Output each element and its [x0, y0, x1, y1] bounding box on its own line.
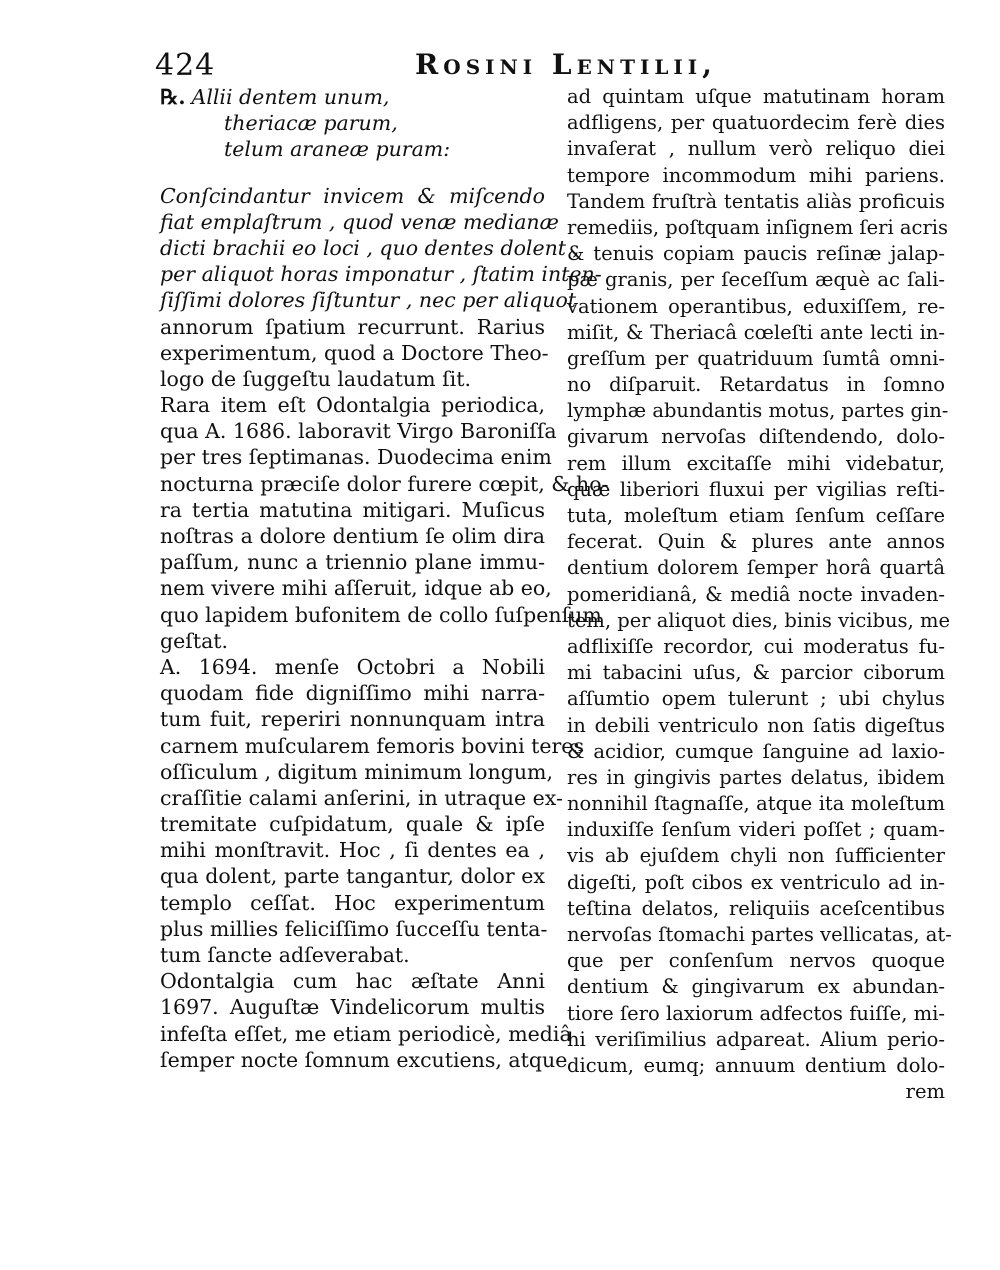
text-line: plus millies feliciſſimo ſucceſſu tenta- [160, 916, 548, 941]
text-line: logo de ſuggeſtu laudatum ſit. [160, 366, 471, 391]
text-line: adfligens, per quatuordecim ferè dies [567, 111, 945, 135]
text-line: templo ceſſat. Hoc experimentum [160, 890, 545, 915]
text-line: A. 1694. menſe Octobri a Nobili [160, 654, 545, 679]
text-line: greſſum per quatriduum ſumtâ omni- [567, 346, 945, 370]
text-line: dentium dolorem ſemper horâ quartâ [567, 556, 945, 580]
recipe-line: telum araneæ puram: [224, 137, 451, 162]
recipe-line: ℞. Allii dentem unum, [160, 85, 390, 109]
running-head: Rosini Lentilii, [415, 48, 717, 81]
text-line: 1697. Auguſtæ Vindelicorum multis [160, 995, 545, 1020]
left-text-block [160, 183, 609, 1073]
text-line: tuta, moleſtum etiam ſenſum ceſſare [567, 504, 945, 527]
text-line: pomeridianâ, & mediâ nocte invaden- [567, 582, 945, 606]
text-line: lymphæ abundantis motus, partes gin- [567, 399, 949, 423]
text-line: induxiſſe ſenſum videri poſſet ; quam- [567, 818, 945, 842]
text-line: nem vivere mihi aſſeruit, idque ab eo, [160, 576, 552, 601]
text-line: ra tertia matutina mitigari. Muſicus [160, 497, 545, 522]
text-line: tremitate cuſpidatum, quale & ipſe [160, 812, 545, 837]
catchword: rem [905, 1080, 945, 1104]
text-line: tempore incommodum mihi pariens. [567, 163, 945, 187]
text-line: tum fuit, reperiri nonnunquam intra [160, 707, 545, 732]
recipe-line: theriacæ parum, [224, 111, 398, 136]
text-line: oſſiculum , digitum minimum longum, [160, 759, 553, 784]
text-line: in debili ventriculo non ſatis digeſtus [567, 713, 945, 737]
text-line: nervoſas ſtomachi partes vellicatas, at- [567, 923, 952, 946]
page-number: 424 [155, 48, 216, 83]
text-line: infeſta eſſet, me etiam periodicè, mediâ [160, 1021, 572, 1046]
text-line: dentium & gingivarum ex abundan- [567, 975, 945, 999]
text-line: carnem muſcularem femoris bovini teres [160, 733, 584, 758]
text-line: adflixiſſe recordor, cui moderatus fu- [567, 634, 945, 658]
text-line: dicti brachii eo loci , quo dentes dolent , [160, 235, 580, 260]
right-column [567, 84, 952, 1105]
text-line: qua A. 1686. laboravit Virgo Baroniſſa [160, 419, 557, 444]
right-text-block [567, 84, 952, 1079]
text-line: digeſti, poſt cibos ex ventriculo ad in- [567, 870, 945, 894]
text-line: tum ſancte adſeverabat. [160, 943, 410, 967]
text-line: quodam fide digniſſimo mihi narra- [160, 681, 545, 706]
text-line: teſtina delatos, reliquiis aceſcentibus [567, 896, 945, 920]
text-line: mihi monſtravit. Hoc , ſi dentes ea , [160, 838, 545, 863]
text-line: nonnihil ſtagnaſſe, atque ita moleſtum [567, 792, 945, 816]
text-line: vationem operantibus, eduxiſſem, re- [567, 294, 945, 318]
text-line: per aliquot horas imponatur , ſtatim inten- [160, 262, 602, 287]
text-line: givarum nervoſas diſtendendo, dolo- [567, 425, 945, 449]
text-line: & acidior, cumque ſanguine ad laxio- [567, 739, 945, 763]
text-line: hi veriſimilius adpareat. Alium perio- [567, 1027, 945, 1051]
text-line: quo lapidem bufonitem de collo ſuſpenſum [160, 602, 602, 627]
rx-symbol: ℞. [160, 85, 186, 109]
text-line: ad quintam uſque matutinam horam [567, 85, 945, 108]
text-line: miſit, & Theriacâ cœleſti ante lecti in- [567, 320, 945, 344]
text-line: geſtat. [160, 628, 229, 653]
text-line: mi tabacini uſus, & parcior ciborum [567, 661, 945, 685]
text-line: ſemper nocte ſomnum excutiens, atque [160, 1047, 568, 1072]
text-line: aſſumtio opem tulerunt ; ubi chylus [567, 687, 945, 711]
text-line: experimentum, quod a Doctore Theo- [160, 340, 549, 365]
text-line: Tandem fruſtrà tentatis aliàs proficuis [567, 189, 945, 213]
text-line: nocturna præciſe dolor furere cœpit, & ho- [160, 471, 609, 496]
left-column [160, 84, 609, 1073]
text-line: no diſparuit. Retardatus in ſomno [567, 373, 945, 397]
text-line: & tenuis copiam paucis reſinæ jalap- [567, 242, 945, 266]
text-line: quæ liberiori fluxui per vigilias reſti- [567, 477, 945, 501]
text-line: Rara item eſt Odontalgia periodica, [160, 393, 545, 418]
text-line: rem illum excitaſſe mihi videbatur, [567, 451, 945, 475]
text-line: annorum ſpatium recurrunt. Rarius [160, 314, 545, 339]
text-line: Odontalgia cum hac æſtate Anni [160, 969, 545, 994]
text-line: per tres ſeptimanas. Duodecima enim [160, 445, 552, 470]
text-line: que per conſenſum nervos quoque [567, 949, 945, 973]
text-line: qua dolent, parte tangantur, dolor ex [160, 864, 545, 889]
text-line: pæ granis, per ſeceſſum æquè ac ſali- [567, 268, 945, 292]
text-line: vis ab ejuſdem chyli non ſufficienter [567, 844, 945, 868]
text-line: remediis, poſtquam inſignem ſeri acris [567, 215, 949, 239]
text-line: ſiſſimi dolores ſiſtuntur , nec per aliquot [160, 288, 577, 313]
text-line: tem, per aliquot dies, binis vicibus, me [567, 608, 950, 632]
text-line: Conſcindantur invicem & miſcendo [160, 183, 545, 208]
text-line: fecerat. Quin & plures ante annos [567, 530, 945, 554]
text-line: invaſerat , nullum verò reliquo diei [567, 137, 945, 161]
text-line: noſtras a dolore dentium ſe olim dira [160, 524, 545, 548]
text-line: res in gingivis partes delatus, ibidem [567, 765, 945, 789]
text-line: dicum, eumq; annuum dentium dolo- [567, 1053, 945, 1077]
text-line: craſſitie calami anſerini, in utraque ex- [160, 785, 563, 810]
text-line: tiore ſero laxiorum adfectos fuiſſe, mi- [567, 1001, 945, 1025]
text-line: paſſum, nunc a triennio plane immu- [160, 550, 545, 575]
text-line: fiat emplaſtrum , quod venæ medianæ [160, 209, 559, 234]
